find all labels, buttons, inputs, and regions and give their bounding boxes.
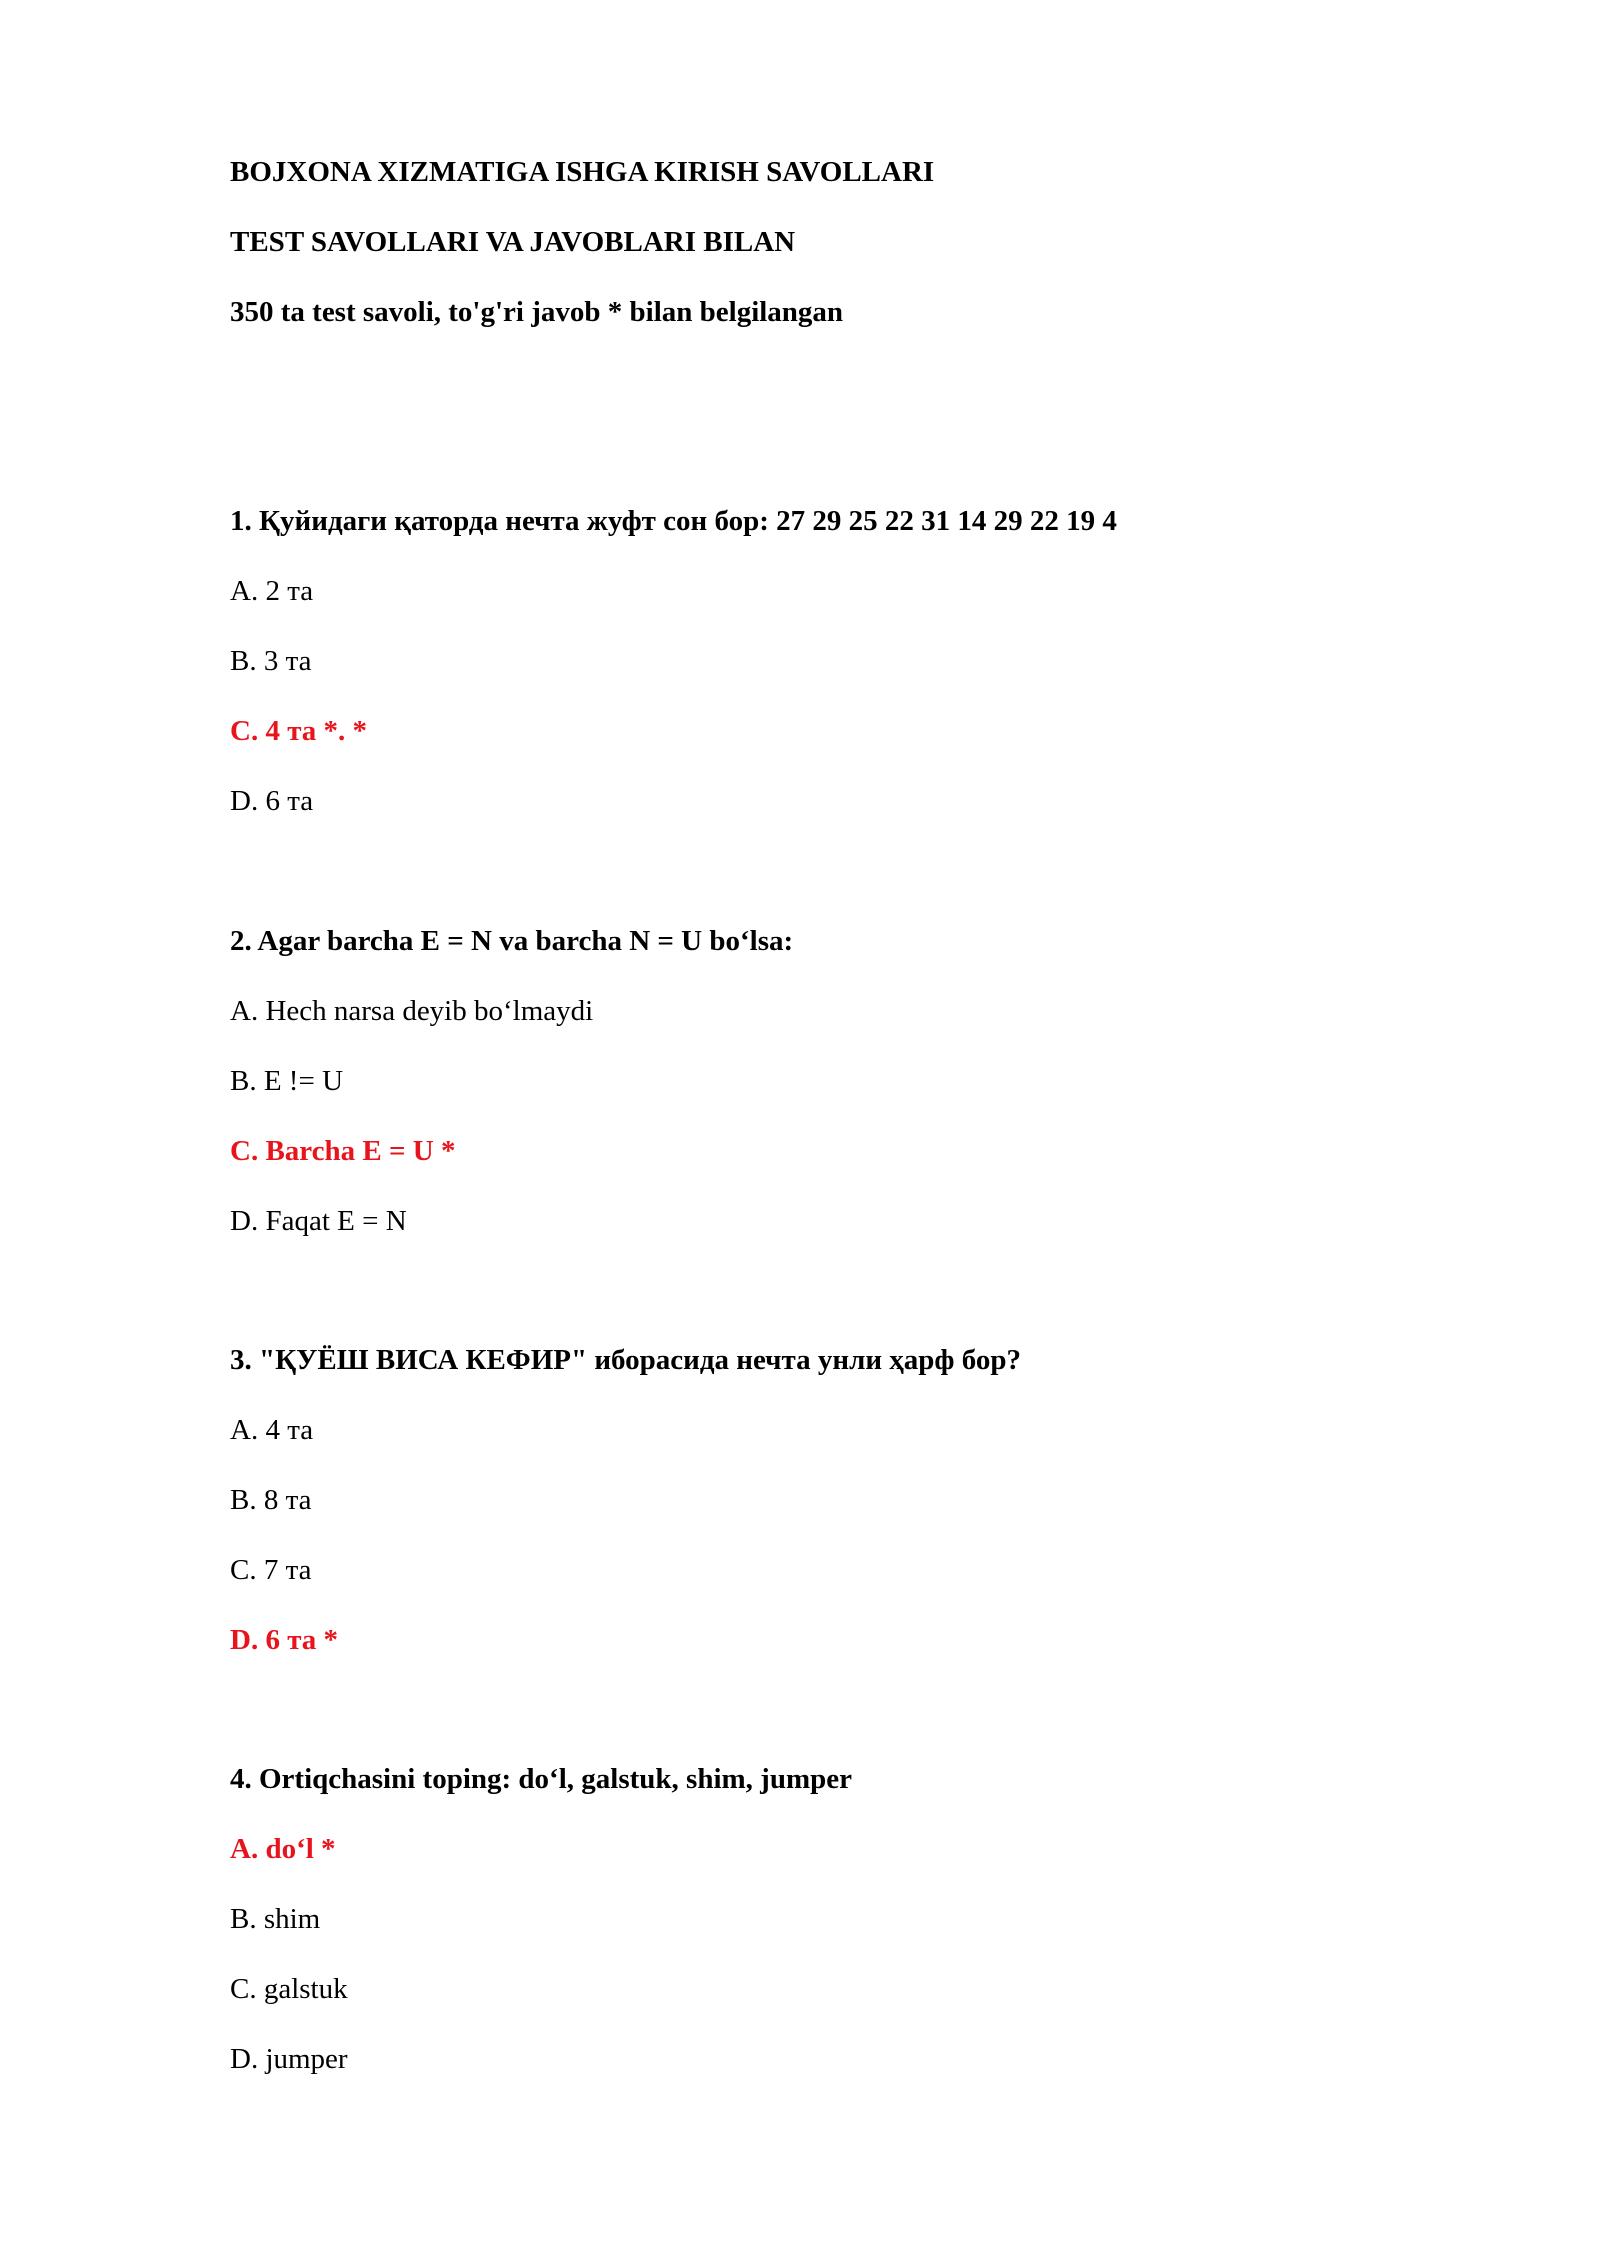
answer-option: C. 7 та <box>230 1554 312 1586</box>
answer-option: B. 8 та <box>230 1484 312 1516</box>
answer-option: A. Hech narsa deyib bo‘lmaydi <box>230 995 594 1027</box>
question-text: 2. Agar barcha E = N va barcha N = U bo‘lsa: <box>230 925 794 957</box>
question-text: 4. Ortiqchasini toping: do‘l, galstuk, shim, jumper <box>230 1763 852 1795</box>
answer-option: A. 2 та <box>230 575 314 607</box>
correct-answer-option: C. 4 та *. * <box>230 715 368 747</box>
answer-option: B. E != U <box>230 1065 344 1097</box>
answer-option: A. 4 та <box>230 1414 314 1446</box>
document-subtitle: TEST SAVOLLARI VA JAVOBLARI BILAN <box>230 226 796 258</box>
answer-option: D. jumper <box>230 2043 348 2075</box>
answer-option: B. 3 та <box>230 645 312 677</box>
correct-answer-option: A. do‘l * <box>230 1833 336 1865</box>
document-title: BOJXONA XIZMATIGA ISHGA KIRISH SAVOLLARI <box>230 156 935 188</box>
answer-option: B. shim <box>230 1903 321 1935</box>
correct-answer-option: D. 6 та * <box>230 1624 339 1656</box>
correct-answer-option: C. Barcha E = U * <box>230 1135 456 1167</box>
answer-option: D. Faqat E = N <box>230 1205 407 1237</box>
document-note: 350 ta test savoli, to'g'ri javob * bilan belgilangan <box>230 296 844 328</box>
answer-option: C. galstuk <box>230 1973 348 2005</box>
answer-option: D. 6 та <box>230 785 314 817</box>
question-text: 3. "ҚУЁШ ВИСА КЕФИР" иборасида нечта унли ҳарф бор? <box>230 1344 1021 1376</box>
question-text: 1. Қуйидаги қаторда нечта жуфт сон бор: 27 29 25 22 31 14 29 22 19 4 <box>230 505 1117 537</box>
